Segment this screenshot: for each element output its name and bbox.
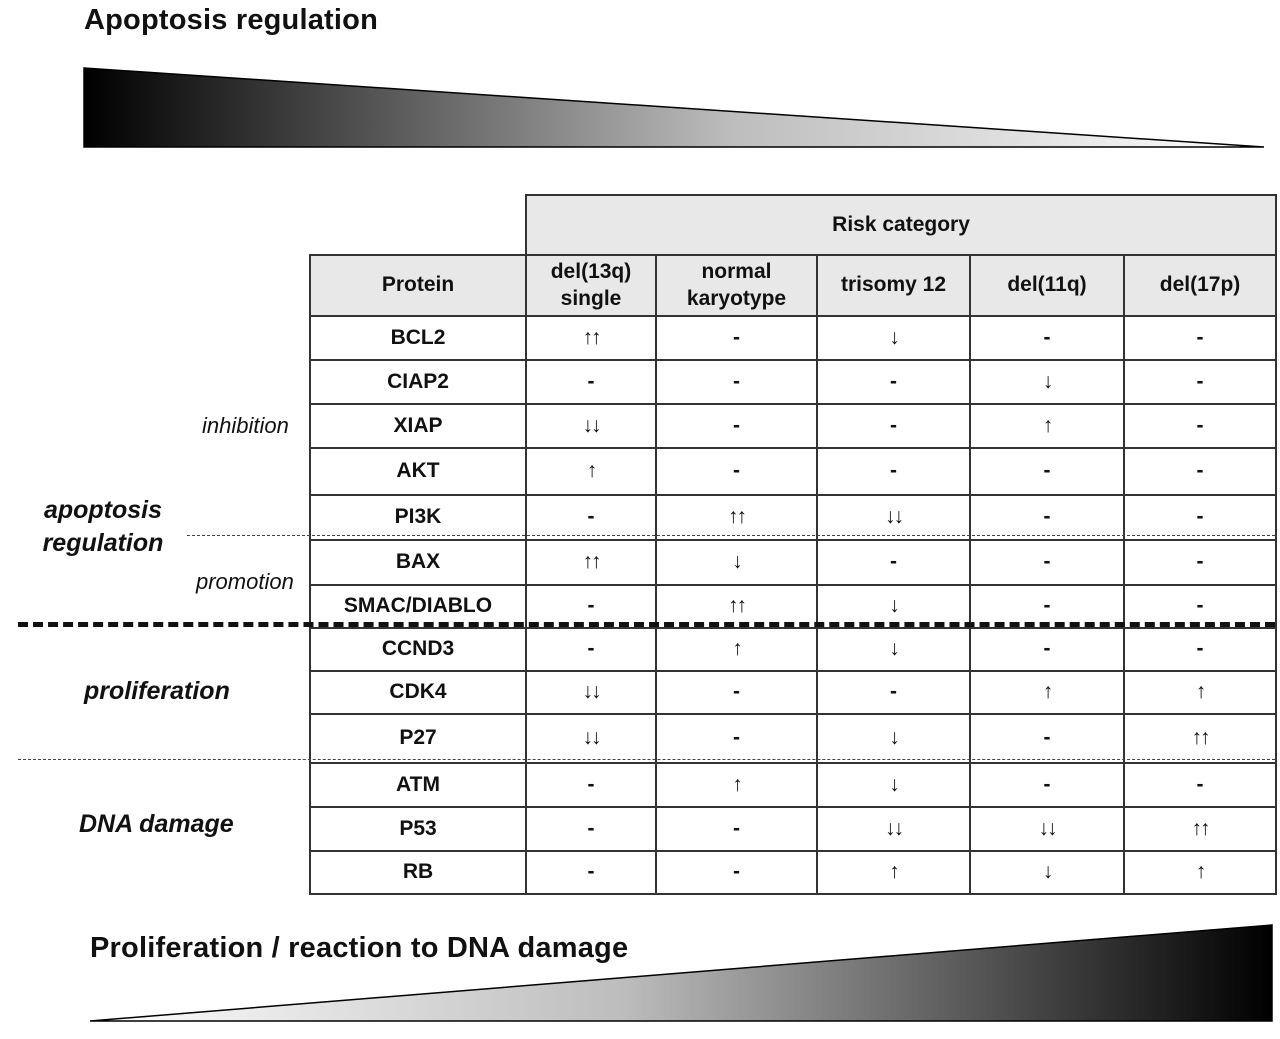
table-row-bcl2 — [310, 316, 1276, 360]
cell-value: ↑↑ — [526, 540, 656, 585]
cell-value: - — [1124, 540, 1276, 585]
cell-value: - — [1124, 585, 1276, 628]
cell-value: ↑↑ — [656, 585, 817, 628]
table-row-akt — [310, 448, 1276, 495]
table-row-cdk4 — [310, 671, 1276, 714]
subcategory-inhibition: inhibition — [202, 413, 289, 438]
cell-value: ↑ — [970, 671, 1124, 714]
cell-value: - — [656, 851, 817, 894]
category-dna-damage: DNA damage — [79, 810, 234, 838]
cell-value: ↑ — [656, 628, 817, 671]
cell-value: ↓ — [970, 360, 1124, 404]
category-proliferation: proliferation — [84, 677, 230, 705]
protein-name: BAX — [310, 540, 526, 585]
cell-value: ↓↓ — [526, 714, 656, 763]
protein-name: CCND3 — [310, 628, 526, 671]
cell-value: ↓ — [970, 851, 1124, 894]
cell-value: - — [970, 585, 1124, 628]
protein-name: P27 — [310, 714, 526, 763]
table-row-rb — [310, 851, 1276, 894]
table-row-p53 — [310, 807, 1276, 851]
cell-value: - — [817, 448, 970, 495]
cell-value: ↑ — [1124, 851, 1276, 894]
column-header-trisomy12: trisomy 12 — [817, 255, 970, 316]
cell-value: - — [1124, 628, 1276, 671]
cell-value: - — [1124, 360, 1276, 404]
column-header-del13q: del(13q) single — [526, 255, 656, 316]
cell-value: ↓↓ — [817, 495, 970, 540]
cell-value: ↑ — [656, 763, 817, 807]
protein-name: CDK4 — [310, 671, 526, 714]
column-header-normal-karyotype: normal karyotype — [656, 255, 817, 316]
cell-value: ↑↑ — [656, 495, 817, 540]
cell-value: - — [656, 671, 817, 714]
subcategory-promotion: promotion — [196, 569, 294, 594]
cell-value: - — [656, 714, 817, 763]
table-row-pi3k — [310, 495, 1276, 540]
apoptosis-regulation-title: Apoptosis regulation — [84, 4, 378, 36]
cell-value: - — [817, 404, 970, 448]
cell-value: - — [970, 540, 1124, 585]
cell-value: ↑↑ — [1124, 807, 1276, 851]
table-row-ccnd3 — [310, 628, 1276, 671]
protein-name: XIAP — [310, 404, 526, 448]
protein-name: RB — [310, 851, 526, 894]
cell-value: - — [817, 671, 970, 714]
cell-value: - — [1124, 495, 1276, 540]
proliferation-dna-damage-title: Proliferation / reaction to DNA damage — [90, 932, 629, 964]
inhibition-promotion-divider — [187, 535, 1275, 536]
cell-value: ↓ — [817, 316, 970, 360]
cell-value: - — [526, 628, 656, 671]
cell-value: ↑ — [817, 851, 970, 894]
protein-name: CIAP2 — [310, 360, 526, 404]
cell-value: - — [817, 360, 970, 404]
cell-value: - — [970, 316, 1124, 360]
protein-name: SMAC/DIABLO — [310, 585, 526, 628]
cell-value: ↓ — [817, 628, 970, 671]
cell-value: ↑ — [526, 448, 656, 495]
cell-value: - — [656, 807, 817, 851]
cell-value: - — [1124, 316, 1276, 360]
cell-value: - — [526, 495, 656, 540]
protein-name: PI3K — [310, 495, 526, 540]
protein-name: P53 — [310, 807, 526, 851]
protein-name: ATM — [310, 763, 526, 807]
cell-value: - — [1124, 763, 1276, 807]
protein-column-header: Protein — [310, 255, 526, 316]
cell-value: ↑↑ — [1124, 714, 1276, 763]
cell-value: - — [970, 495, 1124, 540]
cell-value: - — [1124, 448, 1276, 495]
cell-value: - — [970, 448, 1124, 495]
column-header-del11q: del(11q) — [970, 255, 1124, 316]
cell-value: - — [817, 540, 970, 585]
table-row-ciap2 — [310, 360, 1276, 404]
cell-value: ↑ — [1124, 671, 1276, 714]
table-row-xiap — [310, 404, 1276, 448]
cell-value: - — [656, 316, 817, 360]
cell-value: - — [526, 763, 656, 807]
cell-value: ↓ — [656, 540, 817, 585]
table-row-p27 — [310, 714, 1276, 763]
apoptosis-proliferation-divider — [18, 622, 1275, 627]
cell-value: ↓ — [817, 763, 970, 807]
cell-value: - — [970, 714, 1124, 763]
proliferation-dna-damage-divider — [18, 759, 1275, 760]
cell-value: - — [1124, 404, 1276, 448]
cell-value: ↓ — [817, 714, 970, 763]
risk-category-table — [309, 194, 1277, 895]
risk-category-header: Risk category — [526, 195, 1276, 255]
cell-value: ↓ — [817, 585, 970, 628]
cell-value: - — [526, 807, 656, 851]
protein-name: BCL2 — [310, 316, 526, 360]
table-row-bax — [310, 540, 1276, 585]
cell-value: - — [526, 851, 656, 894]
protein-name: AKT — [310, 448, 526, 495]
column-header-del17p: del(17p) — [1124, 255, 1276, 316]
cell-value: - — [526, 585, 656, 628]
cell-value: ↓↓ — [526, 404, 656, 448]
cell-value: - — [656, 448, 817, 495]
cell-value: ↑↑ — [526, 316, 656, 360]
cell-value: ↓↓ — [817, 807, 970, 851]
cell-value: ↓↓ — [526, 671, 656, 714]
cell-value: - — [656, 360, 817, 404]
cell-value: - — [970, 628, 1124, 671]
table-row-atm — [310, 763, 1276, 807]
cell-value: - — [526, 360, 656, 404]
cell-value: - — [656, 404, 817, 448]
cell-value: - — [970, 763, 1124, 807]
cell-value: ↓↓ — [970, 807, 1124, 851]
cell-value: ↑ — [970, 404, 1124, 448]
category-apoptosis-regulation: apoptosis regulation — [42, 496, 164, 557]
